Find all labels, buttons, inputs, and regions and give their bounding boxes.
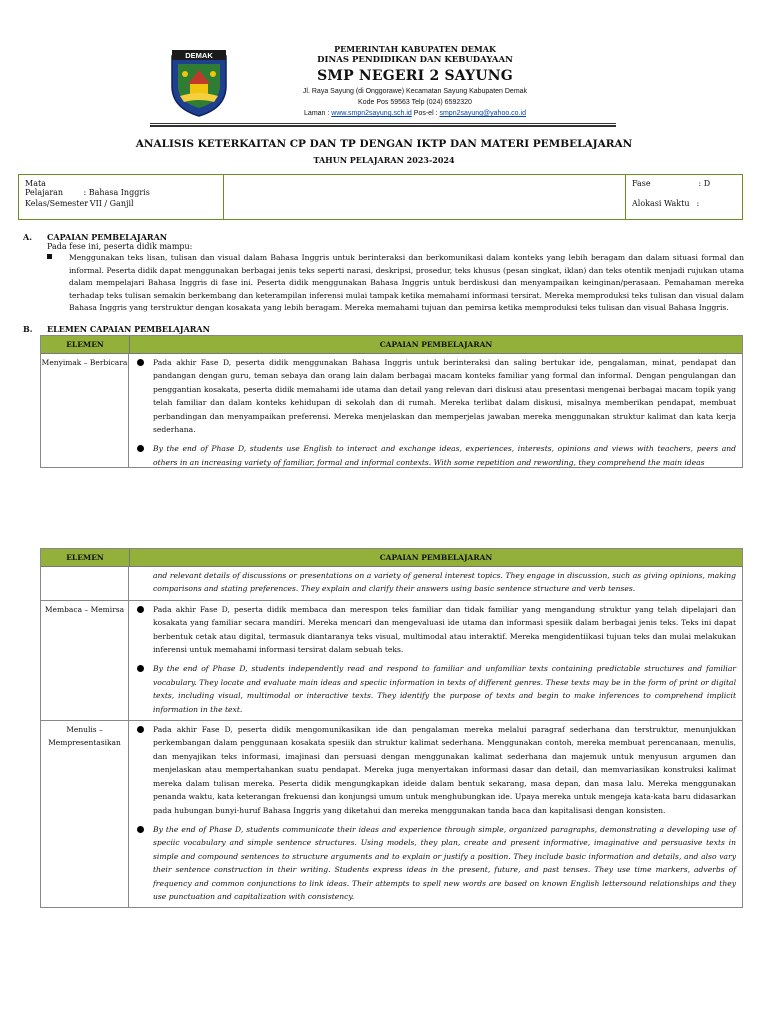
school-logo — [168, 46, 230, 118]
section-b-letter: B. — [23, 324, 33, 334]
subject-row — [25, 179, 150, 197]
bullet-icon — [137, 606, 144, 613]
email-label: Pos-el : — [413, 110, 438, 117]
info-cell-right — [626, 175, 742, 219]
class-label: Kelas/Semester — [25, 199, 89, 208]
cp-item-id — [136, 603, 736, 657]
document-year: TAHUN PELAJARAN 2023-2024 — [313, 155, 455, 165]
cp-text-en: By the end of Phase D, students independently read and respond to familiar and unfamiliar texts containing predictable structures and familiar vocabulary. They locate and evaluate main ideas and speciic information in texts of different genres. These texts may be in the form of print or digital texts, including visual, multimodal or interactive texts. They identify the purpose of texts and begin to make inferences to comprehend implicit information in the text. — [153, 664, 736, 714]
cp-cell — [130, 601, 742, 720]
cp-table-page2 — [40, 548, 743, 908]
cp-text-id: Pada akhir Fase D, peserta didik membaca dan merespon teks familiar dan tidak familiar yang mengandung struktur yang telah dipelajari dan kosakata yang familiar secara mandiri. Mereka mencari dan mengevaluasi ide utama dan informasi spesiik dalam berbagai jenis teks. Teks ini dapat berbentuk cetak atau digital, termasuk diantaranya teks visual, multimodal atau interaktif. Mereka mengidentiikasi tujuan teks dan mulai melakukan inferensi untuk memahami informasi tersirat dalam sebuah teks. — [153, 604, 736, 655]
letterhead — [240, 44, 590, 119]
header-element: ELEMEN — [41, 549, 130, 566]
government-name: PEMERINTAH KABUPATEN DEMAK — [334, 44, 496, 54]
section-b-title: ELEMEN CAPAIAN PEMBELAJARAN — [47, 324, 210, 334]
school-address: Jl. Raya Sayung (di Onggorawe) Kecamatan Sayung Kabupaten Demak — [302, 88, 528, 95]
cp-item-en — [136, 442, 736, 468]
header-cp: CAPAIAN PEMBELAJARAN — [379, 553, 493, 562]
section-a-text: Menggunakan teks lisan, tulisan dan visual dalam Bahasa Inggris untuk berinteraksi dan berkomunikasi dalam konteks yang lebih beragam dan dalam situasi formal dan informal. Peserta didik dapat menggunakan berbagai jenis teks seperti narasi, deskripsi, prosedur, teks khusus (pesan singkat, iklan) dan teks otentik menjadi rujukan utama dalam mempelajari Bahasa Inggris di fase ini. Peserta didik menggunakan Bahasa Inggris untuk berdiskusi dan menyampaikan keinginan/perasaan. Pemahaman mereka terhadap teks tulisan semakin berkembang dan keterampilan inferensi mulai tampak ketika memahami informasi tersirat. Mereka memproduksi teks tulisan dan visual dalam Bahasa Inggris yang terstruktur dengan kosakata yang lebih beragam. Mereka memahami tujuan dan pemirsa ketika memproduksi teks tulisan dan visual Bahasa Inggris. — [69, 253, 744, 313]
cp-item-en — [136, 662, 736, 716]
web-label: Laman : — [304, 110, 330, 117]
cp-table-page1 — [40, 335, 743, 468]
cp-item-id — [136, 723, 736, 817]
table-row — [41, 601, 742, 721]
section-a-intro: Pada fese ini, peserta didik mampu: — [47, 242, 193, 251]
square-bullet-icon — [47, 254, 52, 259]
element-name: Membaca – Memirsa — [41, 601, 129, 720]
info-table — [18, 174, 743, 220]
school-contacts — [240, 108, 590, 119]
info-cell-middle — [224, 175, 626, 219]
section-a-title: CAPAIAN PEMBELAJARAN — [47, 232, 168, 242]
class-row — [25, 199, 134, 208]
cp-text-id: Pada akhir Fase D, peserta didik mengomunikasikan ide dan pengalaman mereka melalui paragraf sederhana dan terstruktur, menunjukkan perkembangan dalam penggunaan kosakata spesiik dan struktur kalimat sederhana. Menggunakan contoh, mereka membuat perencanaan, menulis, dan menyajikan teks informasi, imajinasi dan persuasi dengan menggunakan kalimat sederhana dan majemuk untuk menyusun argumen dan menjelaskan atau mempertahankan suatu pendapat. Mereka juga menyertakan informasi dasar dan detail, dan memvariasikan konstruksi kalimat mereka dalam tulisan mereka. Peserta didik mengungkapkan ideide dalam bentuk sekarang, masa depan, dan masa lalu. Mereka menggunakan penanda waktu, kata keterangan frekuensi dan konjungsi umum untuk menghubungkan ide. Upaya mereka untuk mengeja kata-kata baru didasarkan pada hubungan bunyi-huruf Bahasa Inggris yang diketahui dan mereka menggunakan tanda baca dan kapitalisasi dengan konsisten. — [153, 725, 736, 815]
bullet-icon — [137, 359, 144, 366]
cp-cell — [130, 721, 742, 907]
cp-text-continuation: and relevant details of discussions or presentations on a variety of general interest topics. They engage in discussion, such as giving opinions, making comparisons and stating preferences. They explain and clarify their answers using basic sentence structure and verb tenses. — [153, 571, 736, 594]
bullet-icon — [137, 445, 144, 452]
phase-row — [632, 179, 710, 188]
section-a-letter: A. — [23, 232, 32, 242]
header-cp: CAPAIAN PEMBELAJARAN — [379, 340, 493, 349]
school-postal: Kode Pos 59563 Telp (024) 6592320 — [358, 99, 472, 106]
cp-text-en: By the end of Phase D, students use English to interact and exchange ideas, experiences, interests, opinions and views with teachers, peers and others in an increasing variety of familiar, formal and informal contexts. With some repetition and rewording, they comprehend the main ideas — [153, 444, 736, 467]
svg-text:DEMAK: DEMAK — [185, 51, 213, 60]
bullet-icon — [137, 826, 144, 833]
website-link[interactable]: www.smpn2sayung.sch.id — [331, 110, 412, 117]
class-value: : VII / Ganjil — [84, 199, 134, 208]
school-name: SMP NEGERI 2 SAYUNG — [317, 68, 513, 84]
bullet-icon — [137, 726, 144, 733]
table-row-continuation — [41, 567, 742, 601]
alloc-label: Alokasi Waktu — [632, 199, 690, 208]
cp-text-en: By the end of Phase D, students communicate their ideas and experience through simple, organized paragraphs, demonstrating a developing use of speciic vocabulary and simple sentence structures. Using models, they plan, create and present informative, imaginative and persuasive texts in simple and compound sentences to structure arguments and to explain or justify a position. They include basic information and details, and also vary their sentence construction in their writing. Students express ideas in the present, future, and past tenses. They use time markers, adverbs of frequency and common conjunctions to link ideas. Their attempts to spell new words are based on known English lettersound relationships and they use punctuation and capitalization with consistency. — [153, 824, 736, 901]
email-link[interactable]: smpn2sayung@yahoo.co.id — [439, 110, 526, 117]
phase-label: Fase — [632, 179, 651, 188]
table-header — [41, 549, 742, 567]
document-title: ANALISIS KETERKAITAN CP DAN TP DENGAN IKTP DAN MATERI PEMBELAJARAN — [135, 138, 633, 150]
info-cell-left — [19, 175, 224, 219]
element-name: Menyimak – Berbicara — [41, 354, 129, 468]
cp-cell — [130, 354, 742, 468]
subject-label: Mata Pelajaran — [25, 179, 64, 197]
table-row — [41, 721, 742, 907]
letterhead-rule-bottom — [150, 125, 616, 127]
cp-text-id: Pada akhir Fase D, peserta didik menggunakan Bahasa Inggris untuk berinteraksi dan saling bertukar ide, pengalaman, minat, pendapat dan pandangan dengan guru, teman sebaya dan orang lain dalam berbagai macam konteks familiar yang formal dan informal. Dengan pengulangan dan penggantian kosakata, peserta didik memahami ide utama dan detail yang relevan dari diskusi atau presentasi mengenai berbagai macam topik yang telah familiar dan dalam konteks kehidupan di sekolah dan di rumah. Mereka terlibat dalam diskusi, misalnya memberikan pendapat, membuat perbandingan dan menyampaikan preferensi. Mereka menjelaskan dan memperjelas jawaban mereka menggunakan struktur kalimat dan kata kerja sederhana. — [153, 358, 736, 435]
element-name-empty — [41, 567, 129, 600]
cp-item-id — [136, 356, 736, 436]
alloc-value: : — [696, 199, 700, 208]
table-row — [41, 354, 742, 468]
cp-cell — [130, 567, 742, 600]
phase-value: : D — [698, 179, 711, 188]
department-name: DINAS PENDIDIKAN DAN KEBUDAYAAN — [317, 55, 513, 65]
element-name: Menulis – Mempresentasikan — [41, 721, 129, 907]
subject-value: : Bahasa Inggris — [83, 188, 150, 197]
letterhead-rule-top — [150, 123, 616, 124]
header-element: ELEMEN — [41, 336, 130, 353]
table-header — [41, 336, 742, 354]
cp-item-en — [136, 823, 736, 903]
bullet-icon — [137, 665, 144, 672]
alloc-row — [632, 199, 699, 208]
